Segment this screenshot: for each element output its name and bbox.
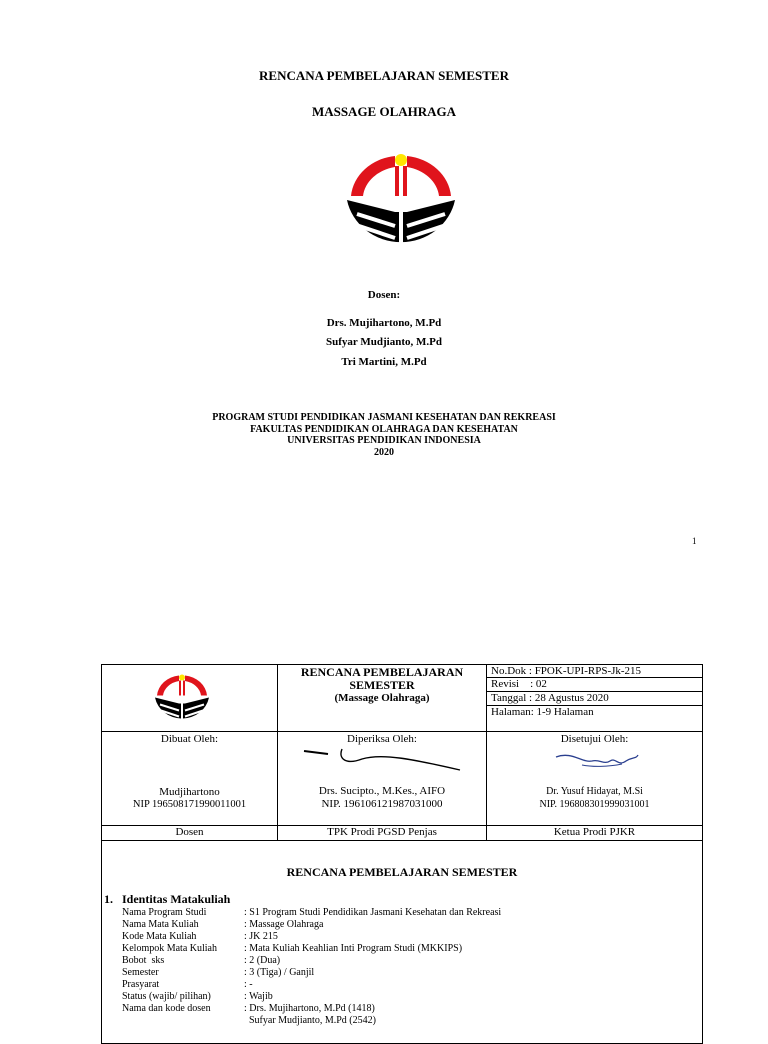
identity-value: : -: [244, 979, 253, 990]
doc-number: No.Dok : FPOK-UPI-RPS-Jk-215: [491, 665, 642, 677]
approved-by-nip: NIP. 196808301999031001: [539, 799, 650, 810]
doc-title-line: SEMESTER: [349, 678, 415, 692]
identity-label: Prasyarat: [122, 979, 160, 990]
role-dosen: Dosen: [175, 826, 204, 838]
institution-line: FAKULTAS PENDIDIKAN OLAHRAGA DAN KESEHATAN: [250, 423, 518, 435]
doc-title-line: RENCANA PEMBELAJARAN: [300, 665, 464, 679]
identity-label: Semester: [122, 967, 159, 978]
made-by-name: Mudjihartono: [159, 786, 220, 798]
upi-logo-icon: [345, 152, 457, 254]
identity-label: Status (wajib/ pilihan): [122, 991, 211, 1002]
section-heading: RENCANA PEMBELAJARAN SEMESTER: [286, 865, 518, 879]
lecturer-name: Sufyar Mudjianto, M.Pd: [326, 336, 442, 348]
identity-value: : Mata Kuliah Keahlian Inti Program Studi (MKKIPS): [244, 943, 463, 954]
checked-by-label: Diperiksa Oleh:: [347, 733, 417, 745]
institution-block: [0, 412, 768, 458]
page-number: 1: [692, 536, 697, 546]
identity-label: Nama Program Studi: [122, 907, 207, 918]
role-tpk: TPK Prodi PGSD Penjas: [327, 826, 437, 838]
lecturer-name: Tri Martini, M.Pd: [341, 356, 427, 368]
document-table: [101, 664, 703, 1044]
identity-label: Nama Mata Kuliah: [122, 919, 199, 930]
doc-date: Tanggal : 28 Agustus 2020: [491, 692, 609, 704]
approved-by-label: Disetujui Oleh:: [560, 733, 629, 745]
made-by-label: Dibuat Oleh:: [160, 733, 219, 745]
cover-title: RENCANA PEMBELAJARAN SEMESTER: [259, 68, 509, 83]
identity-value: Sufyar Mudjianto, M.Pd (2542): [244, 1015, 376, 1026]
identity-value: : 2 (Dua): [244, 955, 281, 966]
checked-by-name: Drs. Sucipto., M.Kes., AIFO: [318, 785, 446, 797]
institution-line: UNIVERSITAS PENDIDIKAN INDONESIA: [287, 435, 481, 446]
dosen-heading: Dosen:: [367, 289, 401, 301]
identity-label: Kelompok Mata Kuliah: [122, 943, 217, 954]
signature-icon: [552, 749, 642, 773]
signature-icon: [302, 745, 462, 773]
made-by-nip: NIP 196508171990011001: [132, 799, 247, 810]
identity-heading: 1. Identitas Matakuliah: [104, 892, 231, 906]
identity-label: Bobot sks: [122, 955, 165, 966]
identity-value: : 3 (Tiga) / Ganjil: [244, 967, 315, 978]
identity-label: Kode Mata Kuliah: [122, 931, 197, 942]
doc-pages: Halaman: 1-9 Halaman: [491, 706, 594, 718]
identity-value: : Drs. Mujihartono, M.Pd (1418): [244, 1003, 375, 1014]
identity-value: : Wajib: [244, 991, 273, 1002]
doc-subtitle: (Massage Olahraga): [334, 692, 430, 704]
institution-line: 2020: [374, 446, 394, 458]
upi-logo-icon: [154, 673, 210, 725]
identity-label: Nama dan kode dosen: [122, 1003, 211, 1014]
identity-value: : S1 Program Studi Pendidikan Jasmani Kesehatan dan Rekreasi: [244, 907, 502, 918]
role-kaprodi: Ketua Prodi PJKR: [553, 826, 636, 838]
cover-course: MASSAGE OLAHRAGA: [311, 104, 457, 119]
identity-value: : JK 215: [244, 931, 278, 942]
doc-revision: Revisi : 02: [491, 678, 547, 690]
approved-by-name: Dr. Yusuf Hidayat, M.Si: [546, 786, 643, 797]
institution-line: PROGRAM STUDI PENDIDIKAN JASMANI KESEHATAN DAN REKREASI: [212, 412, 556, 423]
checked-by-nip: NIP. 196106121987031000: [321, 798, 443, 810]
identity-value: : Massage Olahraga: [244, 919, 324, 930]
lecturer-name: Drs. Mujihartono, M.Pd: [326, 317, 442, 329]
